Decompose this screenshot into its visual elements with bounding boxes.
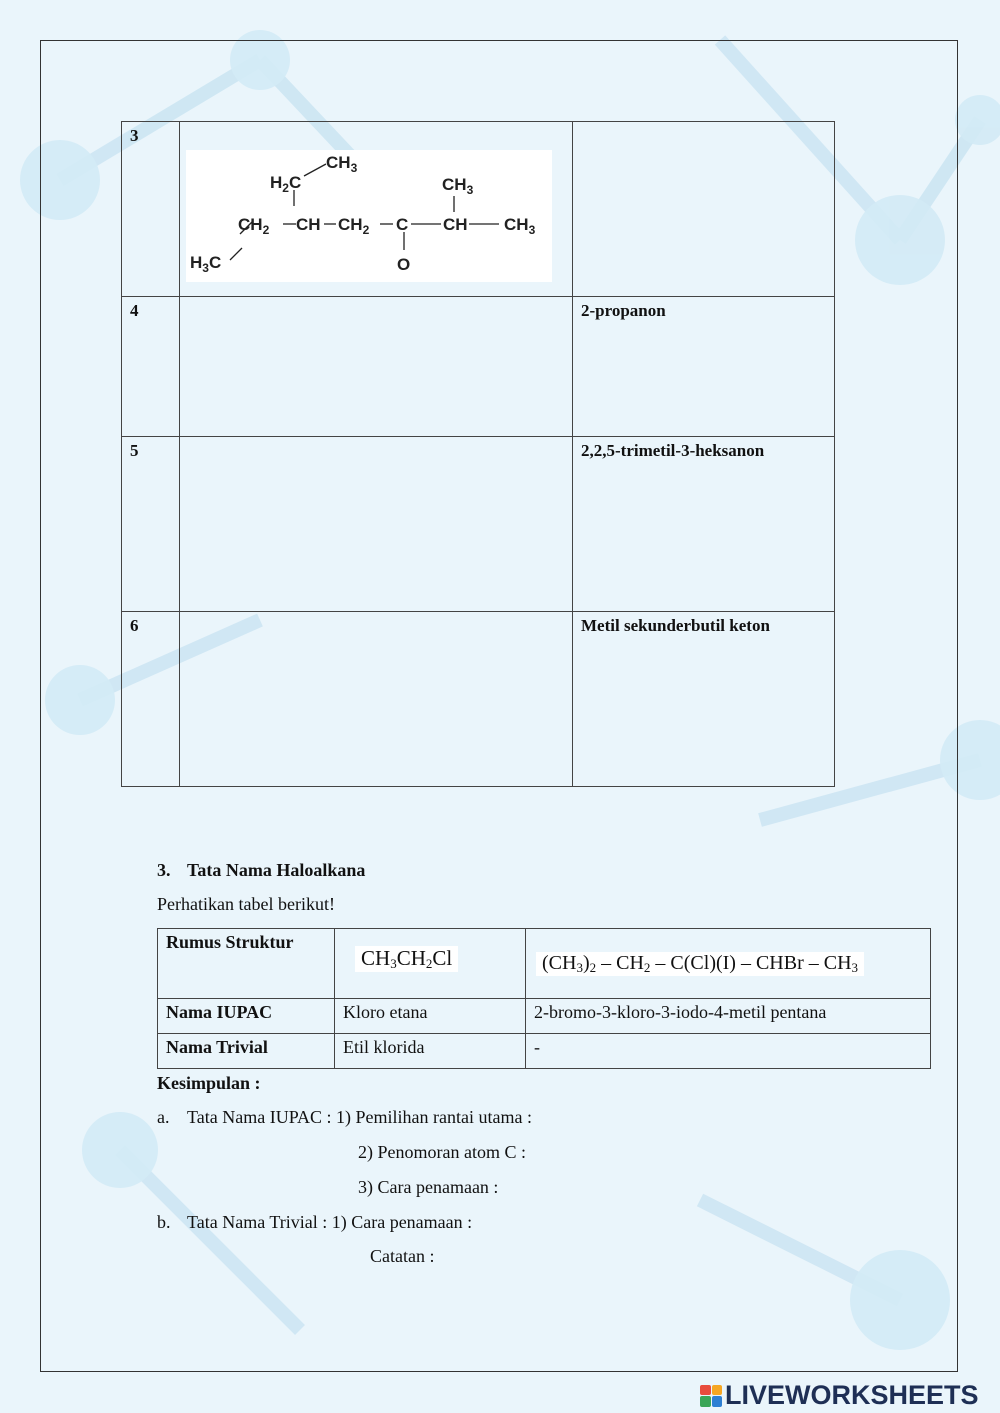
- label-ch-b: CH: [443, 215, 468, 234]
- list-marker: a.: [157, 1107, 170, 1127]
- structure-cell[interactable]: [180, 437, 573, 612]
- section-title-text: Tata Nama Haloalkana: [187, 860, 366, 880]
- section-number: 3.: [157, 860, 171, 880]
- watermark-text: LIVEWORKSHEETS: [725, 1380, 979, 1410]
- conclusion-b: [157, 1212, 472, 1233]
- table-row: [122, 122, 835, 297]
- conclusion-note[interactable]: Catatan :: [370, 1246, 435, 1266]
- row-label: Nama Trivial: [158, 1034, 335, 1069]
- label-ch3-right: $CH_3$: [504, 215, 536, 237]
- label-ch: CH: [296, 215, 321, 234]
- liveworksheets-watermark: [700, 1380, 979, 1411]
- table-row: [122, 437, 835, 612]
- structure-cell: [180, 122, 573, 297]
- name-cell: 2,2,5-trimetil-3-heksanon: [573, 437, 835, 612]
- table-row: [158, 1034, 931, 1069]
- name-cell: Metil sekunderbutil keton: [573, 612, 835, 787]
- section-title: [157, 860, 365, 881]
- table-row: [122, 612, 835, 787]
- formula-cell: [526, 929, 931, 999]
- row-number: 5: [122, 437, 180, 612]
- label-ch2: $CH_2$: [238, 215, 270, 237]
- label-ch3-top: $CH_3$: [326, 153, 358, 175]
- table-row: [122, 297, 835, 437]
- table-cell: Kloro etana: [335, 999, 526, 1034]
- table-cell: -: [526, 1034, 931, 1069]
- liveworksheets-logo-icon: [700, 1385, 722, 1407]
- conclusion-a-text[interactable]: Tata Nama IUPAC : 1) Pemilihan rantai utama :: [187, 1107, 532, 1127]
- conclusion-b-text[interactable]: Tata Nama Trivial : 1) Cara penamaan :: [187, 1212, 473, 1232]
- label-c: C: [396, 215, 409, 234]
- row-number: 3: [122, 122, 180, 297]
- table-row: [158, 929, 931, 999]
- section-intro: Perhatikan tabel berikut!: [157, 894, 335, 914]
- structural-formula-image: [186, 150, 552, 282]
- label-o: O: [397, 255, 411, 274]
- table-row: [158, 999, 931, 1034]
- row-label: Rumus Struktur: [158, 929, 335, 999]
- conclusion-a-3[interactable]: 3) Cara penamaan :: [358, 1177, 499, 1197]
- formula-chloroethane: $CH_3CH_2Cl$: [355, 946, 458, 972]
- haloalkane-table: [157, 928, 931, 1069]
- conclusion-title: Kesimpulan :: [157, 1073, 261, 1093]
- formula-cell: [335, 929, 526, 999]
- label-ch3-branch: $CH_3$: [442, 175, 474, 197]
- conclusion-a: [157, 1107, 532, 1128]
- ketone-table: [121, 121, 835, 787]
- label-h2c: $H_2C$: [270, 173, 302, 195]
- structure-cell[interactable]: [180, 297, 573, 437]
- list-marker: b.: [157, 1212, 171, 1232]
- structure-cell[interactable]: [180, 612, 573, 787]
- formula-haloalkane: $(CH_3)_2 - CH_2 - C(Cl)(I)$ – CHBr – $CH_3$: [536, 952, 864, 976]
- label-h3c: $H_3C$: [190, 253, 222, 275]
- name-cell: 2-propanon: [573, 297, 835, 437]
- table-cell: Etil klorida: [335, 1034, 526, 1069]
- row-number: 4: [122, 297, 180, 437]
- table-cell: 2-bromo-3-kloro-3-iodo-4-metil pentana: [526, 999, 931, 1034]
- row-label: Nama IUPAC: [158, 999, 335, 1034]
- row-number: 6: [122, 612, 180, 787]
- conclusion-a-2[interactable]: 2) Penomoran atom C :: [358, 1142, 526, 1162]
- name-cell[interactable]: [573, 122, 835, 297]
- label-ch2-b: $CH_2$: [338, 215, 370, 237]
